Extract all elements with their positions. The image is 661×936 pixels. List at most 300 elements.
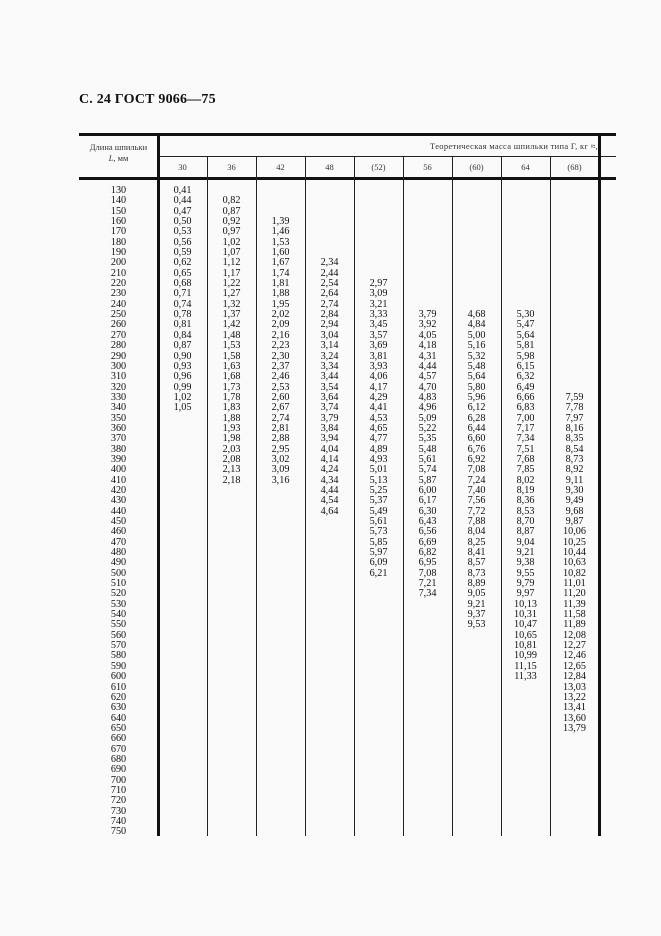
mass-cell: 6,76 xyxy=(467,443,486,455)
mass-cell: 8,73 xyxy=(467,567,486,579)
empty-cell xyxy=(356,258,401,268)
mass-cell: 5,96 xyxy=(467,391,486,403)
length-cell: 360 xyxy=(110,422,127,434)
empty-cell xyxy=(356,248,401,258)
empty-cell xyxy=(356,238,401,248)
mass-cell: 8,16 xyxy=(565,422,584,434)
mass-cell: 2,34 xyxy=(320,257,339,269)
mass-cell: 4,06 xyxy=(369,371,388,383)
empty-cell xyxy=(307,227,352,237)
mass-cell: 7,17 xyxy=(516,422,535,434)
empty-cell xyxy=(356,196,401,206)
empty-cell xyxy=(552,186,597,196)
mass-cell: 3,79 xyxy=(320,412,339,424)
mass-cell: 4,68 xyxy=(467,309,486,321)
mass-column xyxy=(405,186,450,600)
mass-cell: 7,34 xyxy=(418,588,437,600)
empty-cell xyxy=(503,238,548,248)
mass-cell: 5,97 xyxy=(369,547,388,559)
length-cell: 700 xyxy=(110,774,127,786)
mass-cell: 9,53 xyxy=(467,619,486,631)
mass-cell: 1,98 xyxy=(222,433,241,445)
length-cell: 550 xyxy=(110,619,127,631)
length-cell: 590 xyxy=(110,660,127,672)
empty-cell xyxy=(405,207,450,217)
mass-cell: 10,47 xyxy=(514,619,537,631)
mass-cell: 1,27 xyxy=(222,288,241,300)
length-cell: 150 xyxy=(110,205,127,217)
length-column xyxy=(79,186,158,838)
mass-cell: 12,08 xyxy=(563,629,586,641)
mass-cell: 2,08 xyxy=(222,453,241,465)
mass-cell: 3,16 xyxy=(271,474,290,486)
length-cell: 710 xyxy=(110,784,127,796)
mass-cell: 3,92 xyxy=(418,319,437,331)
mass-cell: 1,88 xyxy=(222,412,241,424)
mass-cell: 1,60 xyxy=(271,247,290,259)
mass-cell: 1,73 xyxy=(222,381,241,393)
mass-cell: 13,60 xyxy=(563,712,586,724)
mass-cell: 0,87 xyxy=(222,205,241,217)
mass-cell: 7,24 xyxy=(467,474,486,486)
length-cell: 260 xyxy=(110,319,127,331)
mass-cell: 2,18 xyxy=(222,474,241,486)
empty-cell xyxy=(454,186,499,196)
empty-cell xyxy=(454,238,499,248)
stub-header-unit: , мм xyxy=(113,153,129,163)
mass-cell: 2,53 xyxy=(271,381,290,393)
mass-cell: 0,84 xyxy=(173,329,192,341)
mass-cell: 4,29 xyxy=(369,391,388,403)
mass-column xyxy=(160,186,205,414)
mass-cell: 5,37 xyxy=(369,495,388,507)
empty-cell xyxy=(454,196,499,206)
mass-cell: 2,30 xyxy=(271,350,290,362)
mass-cell: 2,95 xyxy=(271,443,290,455)
mass-cell: 2,16 xyxy=(271,329,290,341)
mass-cell: 5,01 xyxy=(369,464,388,476)
mass-cell: 5,85 xyxy=(369,536,388,548)
mass-cell: 5,13 xyxy=(369,474,388,486)
mass-cell: 8,70 xyxy=(516,516,535,527)
mass-cell: 1,42 xyxy=(222,319,241,331)
length-cell: 470 xyxy=(110,536,127,548)
empty-cell xyxy=(503,279,548,289)
mass-cell: 0,44 xyxy=(173,195,192,207)
column-divider xyxy=(501,157,502,836)
mass-cell: 8,87 xyxy=(516,526,535,538)
mass-cell: 1,02 xyxy=(222,236,241,248)
mass-cell: 0,41 xyxy=(173,185,192,196)
mass-cell: 6,17 xyxy=(418,495,437,507)
stub-header xyxy=(79,142,158,164)
length-cell: 190 xyxy=(110,247,127,259)
mass-cell: 0,78 xyxy=(173,309,192,321)
stub-header-symbol: L xyxy=(108,153,114,163)
mass-cell: 1,48 xyxy=(222,329,241,341)
mass-cell: 7,08 xyxy=(418,567,437,579)
mass-cell: 4,44 xyxy=(320,484,339,496)
length-cell: 270 xyxy=(110,329,127,341)
empty-cell xyxy=(503,196,548,206)
page-title: С. 24 ГОСТ 9066—75 xyxy=(79,92,216,107)
empty-cell xyxy=(552,269,597,279)
mass-cell: 4,34 xyxy=(320,474,339,486)
mass-table xyxy=(79,133,616,836)
empty-cell xyxy=(356,217,401,227)
empty-cell xyxy=(454,258,499,268)
mass-cell: 6,69 xyxy=(418,536,437,548)
mass-cell: 1,32 xyxy=(222,298,241,310)
length-cell: 680 xyxy=(110,753,127,765)
empty-cell xyxy=(552,238,597,248)
mass-cell: 9,30 xyxy=(565,484,584,496)
empty-cell xyxy=(503,258,548,268)
mass-cell: 4,41 xyxy=(369,402,388,414)
column-divider xyxy=(354,157,355,836)
empty-cell xyxy=(405,289,450,299)
empty-cell xyxy=(503,227,548,237)
mass-cell: 6,43 xyxy=(418,516,437,527)
length-cell: 670 xyxy=(110,743,127,755)
mass-cell: 5,49 xyxy=(369,505,388,517)
mass-cell: 1,17 xyxy=(222,267,241,279)
mass-cell: 3,84 xyxy=(320,422,339,434)
length-cell: 410 xyxy=(110,474,127,486)
empty-cell xyxy=(307,207,352,217)
length-cell: 420 xyxy=(110,484,127,496)
length-cell: 230 xyxy=(110,288,127,300)
empty-cell xyxy=(405,217,450,227)
length-cell: 310 xyxy=(110,371,127,383)
mass-cell: 7,51 xyxy=(516,443,535,455)
length-cell: 490 xyxy=(110,557,127,569)
mass-cell: 1,53 xyxy=(222,340,241,352)
empty-cell xyxy=(405,186,450,196)
mass-cell: 0,92 xyxy=(222,216,241,228)
mass-cell: 9,38 xyxy=(516,557,535,569)
mass-cell: 10,99 xyxy=(514,650,537,662)
length-cell: 370 xyxy=(110,433,127,445)
empty-cell xyxy=(552,352,597,362)
mass-cell: 7,72 xyxy=(467,505,486,517)
mass-cell: 0,56 xyxy=(173,236,192,248)
length-cell: 220 xyxy=(110,278,127,290)
empty-cell xyxy=(454,289,499,299)
empty-cell xyxy=(552,320,597,330)
mass-cell: 1,83 xyxy=(222,402,241,414)
length-cell: 320 xyxy=(110,381,127,393)
column-header: 42 xyxy=(276,162,285,172)
group-header: Теоретическая масса шпильки типа Г, кг ≈, xyxy=(430,141,598,151)
mass-cell: 7,00 xyxy=(516,412,535,424)
mass-cell: 13,41 xyxy=(563,702,586,714)
mass-cell: 12,46 xyxy=(563,650,586,662)
length-cell: 200 xyxy=(110,257,127,269)
length-cell: 430 xyxy=(110,495,127,507)
length-cell: 400 xyxy=(110,464,127,476)
mass-cell: 9,49 xyxy=(565,495,584,507)
empty-cell xyxy=(356,207,401,217)
column-divider xyxy=(305,157,306,836)
mass-cell: 2,88 xyxy=(271,433,290,445)
length-cell: 740 xyxy=(110,815,127,827)
mass-cell: 6,44 xyxy=(467,422,486,434)
mass-cell: 11,15 xyxy=(514,660,537,672)
mass-cell: 6,00 xyxy=(418,484,437,496)
mass-cell: 7,21 xyxy=(418,578,437,590)
mass-cell: 4,17 xyxy=(369,381,388,393)
group-header-rule xyxy=(158,156,616,157)
mass-cell: 5,16 xyxy=(467,340,486,352)
length-cell: 540 xyxy=(110,609,127,621)
mass-cell: 1,22 xyxy=(222,278,241,290)
length-cell: 500 xyxy=(110,567,127,579)
mass-cell: 8,57 xyxy=(467,557,486,569)
length-cell: 570 xyxy=(110,640,127,652)
mass-cell: 6,95 xyxy=(418,557,437,569)
mass-cell: 2,23 xyxy=(271,340,290,352)
mass-cell: 2,84 xyxy=(320,309,339,321)
mass-cell: 5,64 xyxy=(467,371,486,383)
column-header: 30 xyxy=(178,162,187,172)
mass-column xyxy=(307,186,352,517)
mass-cell: 11,39 xyxy=(563,598,586,610)
mass-cell: 4,04 xyxy=(320,443,339,455)
mass-cell: 1,74 xyxy=(271,267,290,279)
mass-cell: 2,09 xyxy=(271,319,290,331)
empty-cell xyxy=(405,238,450,248)
mass-cell: 5,32 xyxy=(467,350,486,362)
mass-cell: 5,47 xyxy=(516,319,535,331)
column-divider xyxy=(550,157,551,836)
length-cell: 180 xyxy=(110,236,127,248)
length-cell: 340 xyxy=(110,402,127,414)
mass-cell: 1,37 xyxy=(222,309,241,321)
mass-cell: 2,64 xyxy=(320,288,339,300)
mass-cell: 0,93 xyxy=(173,360,192,372)
mass-cell: 0,87 xyxy=(173,340,192,352)
mass-cell: 3,14 xyxy=(320,340,339,352)
mass-cell: 11,89 xyxy=(563,619,586,631)
column-header: (52) xyxy=(371,162,386,172)
mass-cell: 6,49 xyxy=(516,381,535,393)
mass-cell: 4,05 xyxy=(418,329,437,341)
mass-cell: 0,97 xyxy=(222,226,241,238)
length-cell: 300 xyxy=(110,360,127,372)
empty-cell xyxy=(503,186,548,196)
mass-cell: 4,24 xyxy=(320,464,339,476)
mass-cell: 3,57 xyxy=(369,329,388,341)
mass-cell: 12,65 xyxy=(563,660,586,672)
mass-cell: 2,03 xyxy=(222,443,241,455)
empty-cell xyxy=(552,279,597,289)
empty-cell xyxy=(307,186,352,196)
empty-cell xyxy=(503,248,548,258)
mass-cell: 2,94 xyxy=(320,319,339,331)
mass-cell: 7,40 xyxy=(467,484,486,496)
mass-cell: 3,44 xyxy=(320,371,339,383)
length-cell: 210 xyxy=(110,267,127,279)
empty-cell xyxy=(356,186,401,196)
mass-cell: 0,47 xyxy=(173,205,192,217)
length-cell: 730 xyxy=(110,805,127,817)
length-cell: 660 xyxy=(110,733,127,745)
column-divider xyxy=(207,157,208,836)
mass-cell: 3,94 xyxy=(320,433,339,445)
mass-cell: 0,71 xyxy=(173,288,192,300)
mass-column xyxy=(454,186,499,631)
empty-cell xyxy=(454,269,499,279)
mass-cell: 4,57 xyxy=(418,371,437,383)
mass-cell: 8,04 xyxy=(467,526,486,538)
empty-cell xyxy=(405,227,450,237)
empty-cell xyxy=(405,258,450,268)
mass-cell: 7,97 xyxy=(565,412,584,424)
mass-cell: 2,74 xyxy=(320,298,339,310)
length-cell: 610 xyxy=(110,681,127,693)
mass-cell: 0,74 xyxy=(173,298,192,310)
mass-cell: 8,89 xyxy=(467,578,486,590)
mass-cell: 9,79 xyxy=(516,578,535,590)
mass-cell: 1,67 xyxy=(271,257,290,269)
length-cell: 580 xyxy=(110,650,127,662)
mass-column xyxy=(503,186,548,683)
mass-cell: 10,81 xyxy=(514,640,537,652)
mass-cell: 6,60 xyxy=(467,433,486,445)
empty-cell xyxy=(454,217,499,227)
mass-cell: 7,08 xyxy=(467,464,486,476)
mass-cell: 4,77 xyxy=(369,433,388,445)
mass-cell: 10,13 xyxy=(514,598,537,610)
length-cell: 130 xyxy=(110,185,127,196)
empty-cell xyxy=(552,196,597,206)
column-header: 36 xyxy=(227,162,236,172)
mass-cell: 4,83 xyxy=(418,391,437,403)
mass-cell: 3,45 xyxy=(369,319,388,331)
mass-cell: 4,96 xyxy=(418,402,437,414)
mass-cell: 6,56 xyxy=(418,526,437,538)
empty-cell xyxy=(552,227,597,237)
mass-cell: 4,18 xyxy=(418,340,437,352)
empty-cell xyxy=(503,289,548,299)
mass-cell: 9,21 xyxy=(467,598,486,610)
mass-cell: 6,28 xyxy=(467,412,486,424)
mass-cell: 1,63 xyxy=(222,360,241,372)
mass-cell: 2,37 xyxy=(271,360,290,372)
length-cell: 450 xyxy=(110,516,127,527)
mass-cell: 1,46 xyxy=(271,226,290,238)
mass-cell: 6,21 xyxy=(369,567,388,579)
mass-cell: 11,33 xyxy=(514,671,537,683)
length-cell: 620 xyxy=(110,691,127,703)
mass-cell: 3,33 xyxy=(369,309,388,321)
mass-cell: 8,35 xyxy=(565,433,584,445)
length-cell: 510 xyxy=(110,578,127,590)
mass-cell: 4,44 xyxy=(418,360,437,372)
mass-cell: 5,00 xyxy=(467,329,486,341)
mass-cell: 9,37 xyxy=(467,609,486,621)
mass-cell: 1,58 xyxy=(222,350,241,362)
mass-cell: 8,36 xyxy=(516,495,535,507)
mass-cell: 5,48 xyxy=(467,360,486,372)
mass-cell: 9,97 xyxy=(516,588,535,600)
mass-cell: 2,97 xyxy=(369,278,388,290)
mass-cell: 0,81 xyxy=(173,319,192,331)
mass-cell: 9,55 xyxy=(516,567,535,579)
mass-cell: 0,65 xyxy=(173,267,192,279)
mass-cell: 5,81 xyxy=(516,340,535,352)
mass-cell: 11,58 xyxy=(563,609,586,621)
mass-cell: 2,54 xyxy=(320,278,339,290)
length-cell: 720 xyxy=(110,795,127,807)
mass-cell: 2,81 xyxy=(271,422,290,434)
length-cell: 280 xyxy=(110,340,127,352)
mass-cell: 9,68 xyxy=(565,505,584,517)
empty-cell xyxy=(405,248,450,258)
mass-cell: 4,93 xyxy=(369,453,388,465)
mass-cell: 3,04 xyxy=(320,329,339,341)
empty-cell xyxy=(552,207,597,217)
empty-cell xyxy=(454,227,499,237)
mass-cell: 4,14 xyxy=(320,453,339,465)
mass-cell: 7,59 xyxy=(565,391,584,403)
mass-cell: 1,88 xyxy=(271,288,290,300)
empty-cell xyxy=(258,196,303,206)
mass-cell: 5,61 xyxy=(418,453,437,465)
mass-cell: 9,21 xyxy=(516,547,535,559)
mass-cell: 13,03 xyxy=(563,681,586,693)
length-cell: 440 xyxy=(110,505,127,517)
mass-cell: 9,87 xyxy=(565,516,584,527)
mass-cell: 3,09 xyxy=(271,464,290,476)
mass-cell: 13,79 xyxy=(563,722,586,734)
mass-cell: 0,50 xyxy=(173,216,192,228)
mass-cell: 10,63 xyxy=(563,557,586,569)
column-header: (60) xyxy=(469,162,484,172)
mass-cell: 0,96 xyxy=(173,371,192,383)
mass-cell: 8,41 xyxy=(467,547,486,559)
mass-cell: 0,82 xyxy=(222,195,241,207)
mass-cell: 6,66 xyxy=(516,391,535,403)
mass-cell: 5,30 xyxy=(516,309,535,321)
length-cell: 390 xyxy=(110,453,127,465)
mass-cell: 8,73 xyxy=(565,453,584,465)
mass-cell: 3,21 xyxy=(369,298,388,310)
mass-column xyxy=(552,186,597,734)
mass-cell: 3,24 xyxy=(320,350,339,362)
mass-cell: 3,79 xyxy=(418,309,437,321)
mass-cell: 10,44 xyxy=(563,547,586,559)
mass-cell: 1,39 xyxy=(271,216,290,228)
mass-cell: 1,02 xyxy=(173,391,192,403)
mass-cell: 3,69 xyxy=(369,340,388,352)
mass-cell: 6,82 xyxy=(418,547,437,559)
mass-cell: 5,87 xyxy=(418,474,437,486)
mass-cell: 5,22 xyxy=(418,422,437,434)
empty-cell xyxy=(552,248,597,258)
mass-cell: 4,31 xyxy=(418,350,437,362)
mass-cell: 3,93 xyxy=(369,360,388,372)
mass-cell: 12,84 xyxy=(563,671,586,683)
mass-cell: 1,78 xyxy=(222,391,241,403)
mass-cell: 4,54 xyxy=(320,495,339,507)
empty-cell xyxy=(552,341,597,351)
length-cell: 520 xyxy=(110,588,127,600)
empty-cell xyxy=(552,258,597,268)
mass-cell: 8,54 xyxy=(565,443,584,455)
mass-cell: 3,74 xyxy=(320,402,339,414)
